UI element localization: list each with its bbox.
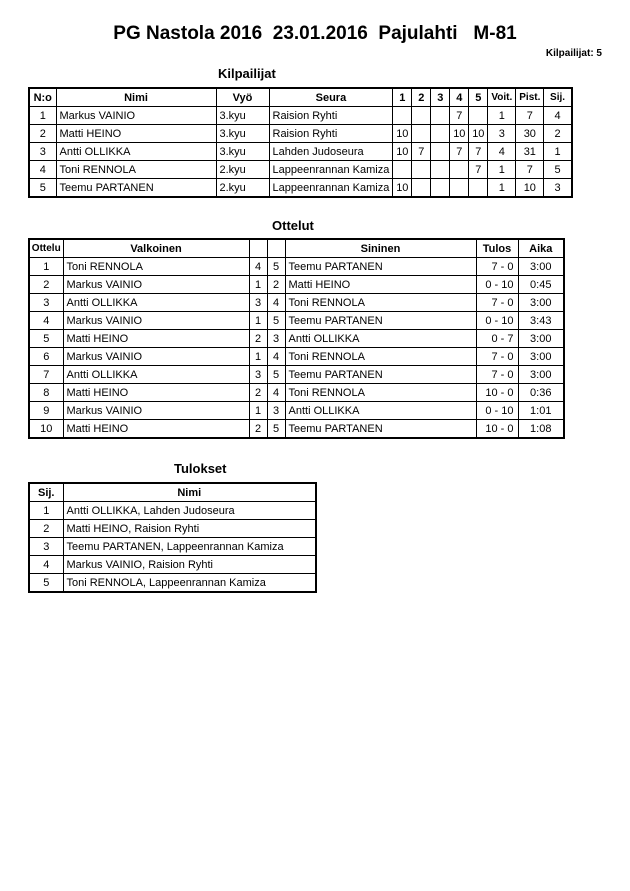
competitors-count-label: Kilpailijat: 5: [545, 48, 602, 59]
cell-match-no: 10: [29, 420, 63, 439]
cell-seura: Lappeenrannan Kamiza: [269, 161, 393, 179]
col-header-sij: Sij.: [544, 88, 572, 107]
cell-sij: 1: [544, 143, 572, 161]
cell-white-number: 1: [249, 312, 267, 330]
col-header-4: 4: [450, 88, 469, 107]
cell-match-no: 2: [29, 276, 63, 294]
cell-score-5: [469, 107, 488, 125]
cell-score-1: [393, 161, 412, 179]
cell-seura: Raision Ryhti: [269, 125, 393, 143]
cell-score-2: 7: [412, 143, 431, 161]
cell-match-no: 6: [29, 348, 63, 366]
cell-vyo: 3.kyu: [216, 125, 269, 143]
cell-white-name: Antti OLLIKKA: [63, 294, 249, 312]
cell-match-no: 7: [29, 366, 63, 384]
tulokset-heading: Tulokset: [174, 461, 227, 476]
cell-match-no: 8: [29, 384, 63, 402]
match-row: [29, 384, 564, 402]
tulokset-table: [28, 482, 317, 593]
col-header-sininen: Sininen: [285, 239, 476, 258]
cell-voit: 1: [488, 161, 516, 179]
cell-time: 3:43: [518, 312, 564, 330]
cell-blue-name: Antti OLLIKKA: [285, 330, 476, 348]
cell-time: 1:01: [518, 402, 564, 420]
cell-white-name: Matti HEINO: [63, 420, 249, 439]
cell-blue-name: Teemu PARTANEN: [285, 420, 476, 439]
cell-score-2: [412, 125, 431, 143]
cell-match-no: 1: [29, 258, 63, 276]
cell-white-number: 1: [249, 402, 267, 420]
cell-score-1: 10: [393, 179, 412, 198]
col-header-seura: Seura: [269, 88, 393, 107]
cell-blue-name: Toni RENNOLA: [285, 348, 476, 366]
col-header-num1: [249, 239, 267, 258]
col-header-no: N:o: [29, 88, 56, 107]
cell-match-no: 5: [29, 330, 63, 348]
cell-voit: 3: [488, 125, 516, 143]
cell-blue-name: Teemu PARTANEN: [285, 366, 476, 384]
cell-placement: 1: [29, 502, 63, 520]
cell-result: 0 - 10: [476, 276, 518, 294]
cell-white-name: Markus VAINIO: [63, 276, 249, 294]
cell-name-club: Antti OLLIKKA, Lahden Judoseura: [63, 502, 316, 520]
cell-white-number: 3: [249, 366, 267, 384]
cell-white-name: Matti HEINO: [63, 384, 249, 402]
col-header-valkoinen: Valkoinen: [63, 239, 249, 258]
cell-seura: Lahden Judoseura: [269, 143, 393, 161]
cell-white-name: Matti HEINO: [63, 330, 249, 348]
col-header-voit: Voit.: [488, 88, 516, 107]
cell-result: 10 - 0: [476, 384, 518, 402]
col-header-3: 3: [431, 88, 450, 107]
cell-white-number: 2: [249, 420, 267, 439]
cell-vyo: 3.kyu: [216, 107, 269, 125]
cell-score-5: 7: [469, 143, 488, 161]
cell-score-3: [431, 125, 450, 143]
col-header-vyo: Vyö: [216, 88, 269, 107]
cell-score-4: 10: [450, 125, 469, 143]
cell-white-name: Antti OLLIKKA: [63, 366, 249, 384]
cell-nimi: Antti OLLIKKA: [56, 143, 216, 161]
cell-score-1: 10: [393, 125, 412, 143]
match-row: [29, 276, 564, 294]
cell-white-name: Markus VAINIO: [63, 348, 249, 366]
cell-score-4: [450, 179, 469, 198]
cell-blue-number: 3: [267, 330, 285, 348]
cell-result: 7 - 0: [476, 258, 518, 276]
cell-blue-number: 5: [267, 420, 285, 439]
col-header-2: 2: [412, 88, 431, 107]
cell-score-3: [431, 161, 450, 179]
cell-time: 3:00: [518, 348, 564, 366]
kilpailijat-header-row: [29, 88, 572, 107]
cell-nimi: Toni RENNOLA: [56, 161, 216, 179]
tulokset-body: [29, 502, 316, 593]
cell-result: 0 - 7: [476, 330, 518, 348]
kilpailijat-body: [29, 107, 572, 198]
cell-white-number: 3: [249, 294, 267, 312]
cell-time: 0:45: [518, 276, 564, 294]
col-header-placement: Sij.: [29, 483, 63, 502]
cell-blue-name: Teemu PARTANEN: [285, 258, 476, 276]
cell-white-name: Markus VAINIO: [63, 402, 249, 420]
cell-score-2: [412, 161, 431, 179]
cell-blue-name: Antti OLLIKKA: [285, 402, 476, 420]
cell-score-5: 10: [469, 125, 488, 143]
cell-time: 3:00: [518, 366, 564, 384]
col-header-5: 5: [469, 88, 488, 107]
result-row: [29, 538, 316, 556]
cell-match-no: 9: [29, 402, 63, 420]
cell-result: 7 - 0: [476, 348, 518, 366]
cell-no: 4: [29, 161, 56, 179]
cell-score-5: [469, 179, 488, 198]
kilpailijat-table: [28, 87, 573, 198]
cell-seura: Lappeenrannan Kamiza: [269, 179, 393, 198]
cell-no: 2: [29, 125, 56, 143]
cell-nimi: Markus VAINIO: [56, 107, 216, 125]
ottelut-table: [28, 238, 565, 439]
cell-blue-name: Toni RENNOLA: [285, 294, 476, 312]
cell-name-club: Markus VAINIO, Raision Ryhti: [63, 556, 316, 574]
cell-pist: 7: [516, 161, 544, 179]
match-row: [29, 312, 564, 330]
cell-time: 3:00: [518, 330, 564, 348]
competitor-row: [29, 125, 572, 143]
match-row: [29, 348, 564, 366]
cell-white-number: 1: [249, 276, 267, 294]
col-header-nimi: Nimi: [56, 88, 216, 107]
cell-score-4: 7: [450, 143, 469, 161]
cell-match-no: 4: [29, 312, 63, 330]
kilpailijat-heading: Kilpailijat: [218, 66, 276, 81]
cell-placement: 3: [29, 538, 63, 556]
cell-vyo: 3.kyu: [216, 143, 269, 161]
cell-pist: 7: [516, 107, 544, 125]
ottelut-body: [29, 258, 564, 439]
page-title: PG Nastola 2016 23.01.2016 Pajulahti M-81: [113, 23, 517, 44]
cell-score-2: [412, 107, 431, 125]
cell-white-name: Toni RENNOLA: [63, 258, 249, 276]
cell-pist: 30: [516, 125, 544, 143]
cell-blue-number: 4: [267, 294, 285, 312]
match-row: [29, 258, 564, 276]
cell-white-number: 4: [249, 258, 267, 276]
cell-blue-number: 5: [267, 312, 285, 330]
cell-name-club: Toni RENNOLA, Lappeenrannan Kamiza: [63, 574, 316, 593]
result-row: [29, 520, 316, 538]
col-header-num2: [267, 239, 285, 258]
competitor-row: [29, 107, 572, 125]
cell-blue-number: 5: [267, 258, 285, 276]
match-row: [29, 366, 564, 384]
cell-vyo: 2.kyu: [216, 179, 269, 198]
cell-white-number: 2: [249, 384, 267, 402]
cell-score-1: 10: [393, 143, 412, 161]
cell-time: 0:36: [518, 384, 564, 402]
tulokset-header-row: [29, 483, 316, 502]
cell-sij: 5: [544, 161, 572, 179]
cell-score-5: 7: [469, 161, 488, 179]
cell-voit: 1: [488, 179, 516, 198]
col-header-name: Nimi: [63, 483, 316, 502]
cell-placement: 5: [29, 574, 63, 593]
cell-sij: 4: [544, 107, 572, 125]
competitor-row: [29, 161, 572, 179]
cell-white-number: 1: [249, 348, 267, 366]
cell-placement: 2: [29, 520, 63, 538]
match-row: [29, 294, 564, 312]
cell-vyo: 2.kyu: [216, 161, 269, 179]
result-row: [29, 574, 316, 593]
cell-sij: 2: [544, 125, 572, 143]
col-header-ottelu: Ottelu: [29, 239, 63, 258]
cell-placement: 4: [29, 556, 63, 574]
result-row: [29, 556, 316, 574]
cell-pist: 10: [516, 179, 544, 198]
col-header-pist: Pist.: [516, 88, 544, 107]
cell-blue-number: 5: [267, 366, 285, 384]
cell-blue-name: Toni RENNOLA: [285, 384, 476, 402]
cell-blue-number: 4: [267, 384, 285, 402]
cell-no: 5: [29, 179, 56, 198]
cell-name-club: Teemu PARTANEN, Lappeenrannan Kamiza: [63, 538, 316, 556]
cell-result: 10 - 0: [476, 420, 518, 439]
cell-no: 3: [29, 143, 56, 161]
cell-white-number: 2: [249, 330, 267, 348]
col-header-1: 1: [393, 88, 412, 107]
cell-blue-name: Teemu PARTANEN: [285, 312, 476, 330]
cell-sij: 3: [544, 179, 572, 198]
col-header-aika: Aika: [518, 239, 564, 258]
result-row: [29, 502, 316, 520]
cell-match-no: 3: [29, 294, 63, 312]
cell-score-2: [412, 179, 431, 198]
cell-score-4: 7: [450, 107, 469, 125]
cell-score-1: [393, 107, 412, 125]
cell-blue-number: 2: [267, 276, 285, 294]
match-row: [29, 420, 564, 439]
ottelut-header-row: [29, 239, 564, 258]
competitor-row: [29, 179, 572, 198]
cell-result: 7 - 0: [476, 366, 518, 384]
cell-result: 0 - 10: [476, 402, 518, 420]
cell-blue-name: Matti HEINO: [285, 276, 476, 294]
cell-nimi: Matti HEINO: [56, 125, 216, 143]
competitor-row: [29, 143, 572, 161]
cell-voit: 1: [488, 107, 516, 125]
cell-no: 1: [29, 107, 56, 125]
cell-score-4: [450, 161, 469, 179]
cell-time: 3:00: [518, 294, 564, 312]
match-row: [29, 330, 564, 348]
cell-result: 0 - 10: [476, 312, 518, 330]
match-row: [29, 402, 564, 420]
cell-seura: Raision Ryhti: [269, 107, 393, 125]
ottelut-heading: Ottelut: [272, 218, 314, 233]
cell-score-3: [431, 143, 450, 161]
col-header-tulos: Tulos: [476, 239, 518, 258]
cell-result: 7 - 0: [476, 294, 518, 312]
cell-nimi: Teemu PARTANEN: [56, 179, 216, 198]
cell-name-club: Matti HEINO, Raision Ryhti: [63, 520, 316, 538]
cell-score-3: [431, 107, 450, 125]
cell-white-name: Markus VAINIO: [63, 312, 249, 330]
cell-time: 3:00: [518, 258, 564, 276]
cell-blue-number: 4: [267, 348, 285, 366]
cell-blue-number: 3: [267, 402, 285, 420]
cell-time: 1:08: [518, 420, 564, 439]
cell-pist: 31: [516, 143, 544, 161]
cell-voit: 4: [488, 143, 516, 161]
cell-score-3: [431, 179, 450, 198]
